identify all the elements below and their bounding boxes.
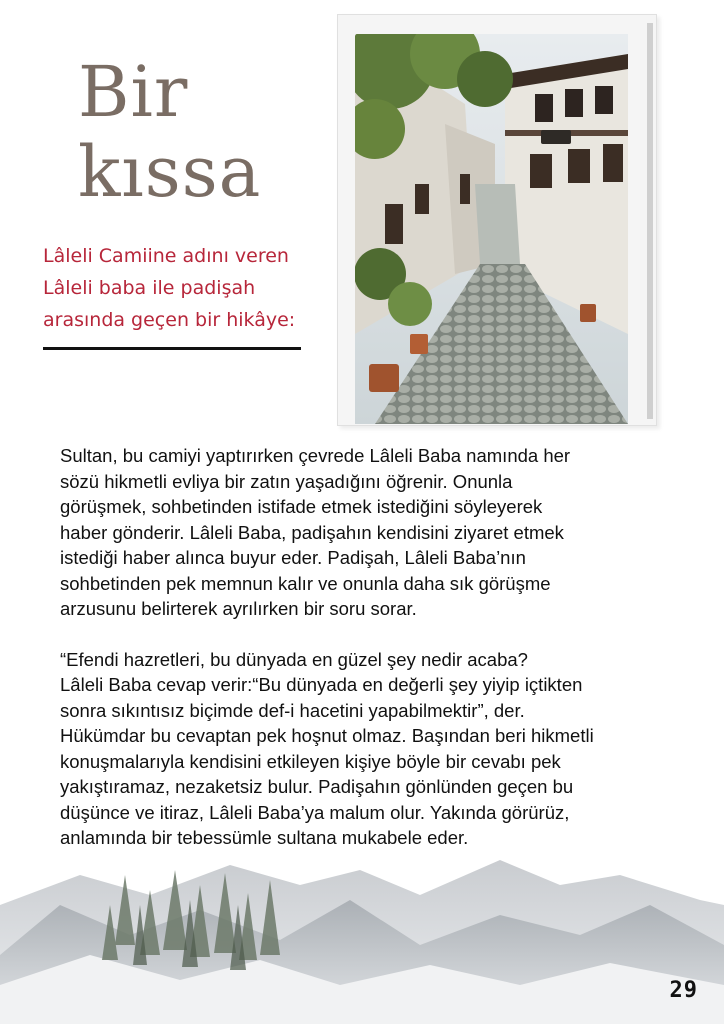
paragraph-2 (60, 647, 680, 851)
title-line-2: kıssa (78, 131, 262, 213)
text-line: düşünce ve itiraz, Lâleli Baba’ya malum olur. Yakında görürüz, (60, 801, 570, 823)
text-line: arzusunu belirterek ayrılırken bir soru sorar. (60, 598, 417, 619)
text-line: sohbetinden pek memnun kalır ve onunla daha sık görüşme (60, 572, 551, 594)
text-line: sonra sıkıntısız biçimde def-i hacetini yapabilmektir”, der. (60, 699, 525, 721)
street-photo (355, 34, 628, 424)
text-line: anlamında bir tebessümle sultana mukabele eder. (60, 827, 469, 848)
page-title (78, 52, 261, 212)
hotel-sign (541, 130, 571, 144)
subtitle-line: Lâleli baba ile padişah (43, 277, 256, 299)
text-line: konuşmalarıyla kendisini etkileyen kişiye böyle bir cevabı pek (60, 750, 561, 772)
photo-frame (337, 14, 657, 426)
text-line: “Efendi hazretleri, bu dünyada en güzel şey nedir acaba? (60, 648, 528, 670)
text-line: yakıştıramaz, nezaketsiz bulur. Padişahın gönlünden geçen bu (60, 776, 574, 797)
divider-rule (43, 347, 301, 350)
text-line: haber gönderir. Lâleli Baba, padişahın kendisini ziyaret etmek (60, 521, 564, 543)
mountain-landscape (0, 845, 724, 1024)
street-illustration (355, 34, 628, 424)
text-line: görüşmek, sohbetinden istifade etmek istediğini söyleyerek (60, 496, 543, 517)
text-line: sözü hikmetli evliya bir zatın yaşadığını öğrenir. Onunla (60, 470, 513, 492)
paragraph-1 (60, 443, 680, 622)
story-text (60, 443, 680, 851)
text-line: Sultan, bu camiyi yaptırırken çevrede Lâleli Baba namında her (60, 445, 571, 466)
title-line-1: Bir (78, 51, 189, 133)
text-line: Hükümdar bu cevaptan pek hoşnut olmaz. Başından beri hikmetli (60, 725, 594, 746)
text-line: istediği haber alınca buyur eder. Padişah, Lâleli Baba’nın (60, 547, 526, 568)
subtitle-line: arasında geçen bir hikâye: (43, 309, 296, 331)
page-number: 29 (669, 978, 698, 1003)
subtitle-line: Lâleli Camiine adını veren (43, 245, 289, 267)
subtitle (43, 240, 333, 336)
text-line: Lâleli Baba cevap verir:“Bu dünyada en değerli şey yiyip içtikten (60, 674, 583, 695)
